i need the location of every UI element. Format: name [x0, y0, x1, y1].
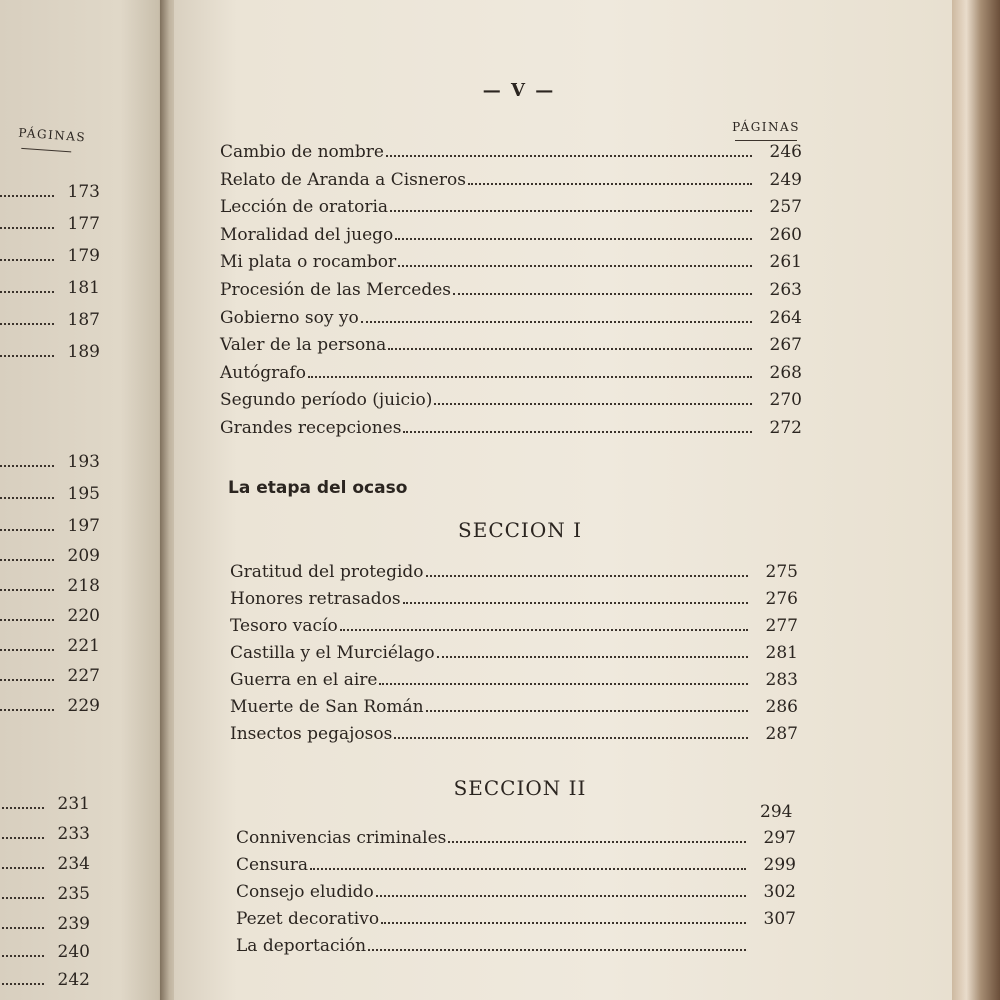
part-heading: La etapa del ocaso — [228, 478, 408, 498]
toc-entry-page: 286 — [765, 697, 798, 717]
left-toc-entry-page: 195 — [67, 484, 100, 504]
toc-entry-title: Connivencias criminales — [236, 828, 447, 848]
dot-leader — [0, 528, 54, 531]
dot-leader — [468, 182, 752, 185]
dot-leader — [0, 322, 54, 325]
toc-entry — [230, 556, 798, 582]
left-toc-entry — [0, 912, 90, 934]
toc-entry-title: Cambio de nombre — [220, 142, 384, 162]
dot-leader — [0, 558, 54, 561]
dot-leader — [394, 736, 748, 739]
toc-entry-title: Procesión de las Mercedes — [220, 280, 452, 300]
toc-entry-page: 297 — [763, 828, 796, 848]
left-toc-entry-page: 227 — [67, 666, 100, 686]
toc-entry-title: Tesoro vacío — [230, 616, 338, 636]
left-toc-entry-page: 181 — [67, 278, 100, 298]
dot-leader — [426, 709, 748, 712]
left-toc-entry-page: 239 — [57, 914, 90, 934]
toc-entry-title: Honores retrasados — [230, 589, 401, 609]
dot-leader — [379, 682, 748, 685]
toc-entry-page: 287 — [765, 724, 798, 744]
toc-entry — [230, 691, 798, 717]
toc-entry — [236, 903, 796, 929]
dot-leader — [448, 840, 746, 843]
dot-leader — [0, 226, 54, 229]
left-toc-entry-page: 173 — [67, 182, 100, 202]
dot-leader — [0, 354, 54, 357]
toc-entry-title: Moralidad del juego — [220, 224, 394, 245]
toc-entry-page: 283 — [765, 670, 798, 690]
toc-entry-page: 299 — [763, 855, 796, 875]
toc-entry-page: 307 — [763, 909, 796, 929]
toc-entry — [236, 822, 796, 848]
dot-leader — [0, 896, 44, 899]
left-toc-entry — [0, 180, 100, 202]
left-toc-entry — [0, 482, 100, 504]
toc-entry-page: 267 — [769, 335, 802, 356]
left-toc-entry — [0, 340, 100, 362]
toc-entry-title: La deportación — [236, 936, 367, 956]
left-toc-entry — [0, 694, 100, 716]
toc-entry — [230, 637, 798, 663]
dot-leader — [0, 836, 44, 839]
toc-entry — [220, 274, 802, 300]
toc-entry — [230, 664, 798, 690]
section-2-title: SECCION II — [453, 776, 587, 800]
toc-entry — [220, 302, 802, 328]
dot-leader — [361, 320, 752, 323]
toc-entry-page: 263 — [769, 280, 802, 300]
dot-leader — [395, 237, 752, 240]
dot-leader — [0, 954, 44, 957]
dot-leader — [0, 496, 54, 499]
left-toc-entry — [0, 212, 100, 234]
toc-entry-page: 272 — [769, 418, 802, 438]
toc-entry-title: Mi plata o rocambor — [220, 252, 397, 273]
toc-entry-page: 270 — [769, 390, 802, 411]
left-toc-entry-page: 209 — [67, 546, 100, 566]
dot-leader — [368, 948, 746, 951]
toc-entry-page: 246 — [769, 142, 802, 162]
left-toc-entry-page: 177 — [67, 214, 100, 234]
page-edge — [952, 0, 1000, 1000]
left-toc-entry — [0, 664, 100, 686]
left-toc-entry — [0, 574, 100, 596]
left-toc-entry-page: 189 — [67, 342, 100, 362]
toc-entry-title: Muerte de San Román — [230, 697, 424, 717]
left-toc-entry-page: 187 — [67, 310, 100, 330]
left-toc-entry — [0, 544, 100, 566]
dot-leader — [0, 926, 44, 929]
left-toc-entry — [0, 514, 100, 536]
left-toc-entry-page: 179 — [67, 246, 100, 266]
toc-entry-title: Gobierno soy yo — [220, 307, 359, 328]
left-toc-entry-page: 234 — [57, 854, 90, 874]
left-toc-entry — [0, 276, 100, 298]
toc-entry-title: Grandes recepciones — [220, 418, 402, 438]
dot-leader — [0, 258, 54, 261]
dot-leader — [426, 574, 748, 577]
left-toc-entry-page: 240 — [57, 942, 90, 962]
dot-leader — [0, 588, 54, 591]
toc-entry — [220, 384, 802, 410]
dot-leader — [0, 618, 54, 621]
toc-entry — [220, 219, 802, 245]
toc-entry-page: 261 — [769, 252, 802, 273]
toc-entry — [236, 930, 796, 956]
toc-entry-title: Censura — [236, 855, 308, 875]
right-column-header: PÁGINAS — [728, 120, 804, 141]
toc-entry-page: 249 — [769, 169, 802, 190]
left-toc-entry-page: 193 — [67, 452, 100, 472]
toc-entry-page: 276 — [765, 589, 798, 609]
dot-leader — [390, 209, 752, 212]
toc-entry-page: 257 — [769, 197, 802, 218]
left-toc-entry-page: 235 — [57, 884, 90, 904]
left-toc-entry-page: 233 — [57, 824, 90, 844]
dot-leader — [0, 708, 54, 711]
toc-entry-page: 281 — [765, 643, 798, 663]
toc-entry-title: Consejo eludido — [236, 882, 374, 902]
toc-entry-page: 268 — [769, 362, 802, 383]
left-toc-entry — [0, 450, 100, 472]
toc-entry — [220, 329, 802, 355]
left-toc-entry — [0, 968, 90, 990]
toc-entry — [236, 849, 796, 875]
toc-entry — [220, 191, 802, 217]
toc-entry-title: Castilla y el Murciélago — [230, 643, 435, 663]
toc-entry-title: Guerra en el aire — [230, 670, 378, 690]
dot-leader — [0, 866, 44, 869]
page-number: — V — — [482, 80, 556, 101]
left-toc-entry-page: 229 — [67, 696, 100, 716]
dot-leader — [0, 194, 54, 197]
dot-leader — [0, 648, 54, 651]
dot-leader — [310, 867, 746, 870]
left-column-header: PÁGINAS — [11, 125, 92, 154]
left-toc-entry-page: 231 — [57, 794, 90, 814]
dot-leader — [340, 628, 748, 631]
toc-entry — [230, 583, 798, 609]
dot-leader — [308, 375, 752, 378]
toc-entry-page: 302 — [763, 882, 796, 902]
toc-entry-title: Valer de la persona — [220, 335, 387, 356]
left-toc-entry — [0, 308, 100, 330]
dot-leader — [388, 347, 752, 350]
dot-leader — [434, 402, 752, 405]
left-toc-entry — [0, 792, 90, 814]
dot-leader — [0, 678, 54, 681]
toc-entry-title: Segundo período (juicio) — [220, 390, 433, 411]
section-1-title: SECCION I — [458, 518, 582, 542]
toc-entry — [220, 136, 802, 162]
left-toc-entry-page: 221 — [67, 636, 100, 656]
left-toc-entry — [0, 604, 100, 626]
toc-entry-page: 260 — [769, 224, 802, 245]
left-toc-entry — [0, 634, 100, 656]
left-toc-entry — [0, 882, 90, 904]
dot-leader — [403, 601, 748, 604]
toc-entry-title: Lección de oratoria — [220, 197, 389, 218]
dot-leader — [0, 982, 44, 985]
toc-entry-title: Relato de Aranda a Cisneros — [220, 169, 466, 190]
toc-entry-title: Insectos pegajosos — [230, 724, 393, 744]
dot-leader — [0, 290, 54, 293]
left-toc-entry — [0, 852, 90, 874]
toc-entry — [220, 412, 802, 438]
left-page — [0, 0, 172, 1000]
dot-leader — [398, 264, 752, 267]
dot-leader — [453, 292, 752, 295]
toc-entry-page: 264 — [769, 307, 802, 328]
toc-entry-page: 275 — [765, 562, 798, 582]
toc-entry — [220, 164, 802, 190]
toc-entry-title: Pezet decorativo — [236, 909, 380, 929]
toc-entry — [230, 610, 798, 636]
dot-leader — [403, 430, 752, 433]
left-toc-entry-page: 220 — [67, 606, 100, 626]
toc-entry-page: 277 — [765, 616, 798, 636]
dot-leader — [437, 655, 748, 658]
toc-entry — [220, 357, 802, 383]
dot-leader — [0, 806, 44, 809]
dot-leader — [381, 921, 746, 924]
dot-leader — [0, 464, 54, 467]
dot-leader — [386, 154, 752, 157]
toc-entry — [236, 876, 796, 902]
left-toc-entry-page: 218 — [67, 576, 100, 596]
left-toc-entry — [0, 244, 100, 266]
toc-entry-title: Autógrafo — [220, 362, 306, 383]
left-toc-entry-page: 242 — [57, 970, 90, 990]
toc-entry — [220, 246, 802, 272]
stray-page-number: 294 — [760, 802, 793, 822]
toc-entry — [230, 718, 798, 744]
left-toc-entry-page: 197 — [67, 516, 100, 536]
dot-leader — [376, 894, 746, 897]
toc-entry-title: Gratitud del protegido — [230, 562, 424, 582]
left-toc-entry — [0, 822, 90, 844]
left-toc-entry — [0, 940, 90, 962]
